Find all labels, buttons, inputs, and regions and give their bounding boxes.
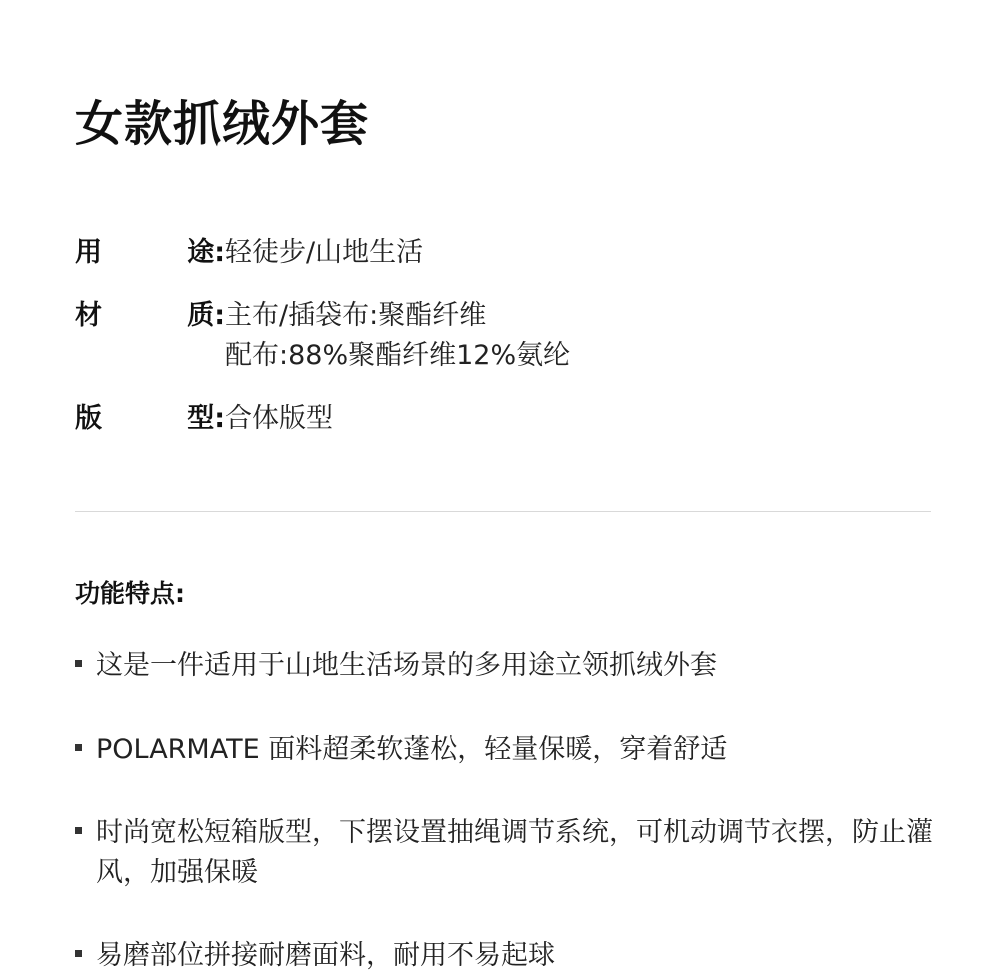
spec-label-colon: : bbox=[214, 300, 225, 331]
feature-text: 这是一件适用于山地生活场景的多用途立领抓绒外套 bbox=[96, 650, 717, 681]
square-bullet-icon bbox=[75, 950, 82, 957]
spec-label-material bbox=[75, 296, 225, 336]
feature-text: 易磨部位拼接耐磨面料，耐用不易起球 bbox=[96, 940, 555, 971]
square-bullet-icon bbox=[75, 660, 82, 667]
spec-value-usage bbox=[225, 233, 423, 273]
spec-label-char: 材 bbox=[75, 300, 102, 331]
spec-row-fit bbox=[75, 399, 935, 439]
feature-text: POLARMATE 面料超柔软蓬松，轻量保暖，穿着舒适 bbox=[96, 734, 728, 765]
feature-item bbox=[75, 936, 955, 976]
feature-list bbox=[75, 646, 955, 976]
spec-label-colon: : bbox=[214, 237, 225, 268]
spec-label-char: 型 bbox=[187, 403, 215, 434]
spec-label-char: 质 bbox=[187, 300, 215, 331]
spec-value-line: 轻徒步/山地生活 bbox=[225, 237, 424, 268]
spec-label-colon: : bbox=[214, 403, 225, 434]
spec-row-usage bbox=[75, 233, 935, 273]
spec-value-line: 主布/插袋布:聚酯纤维 bbox=[225, 300, 487, 331]
feature-text: 时尚宽松短箱版型，下摆设置抽绳调节系统，可机动调节衣摆，防止灌风，加强保暖 bbox=[96, 817, 933, 888]
square-bullet-icon bbox=[75, 827, 82, 834]
spec-label-usage bbox=[75, 233, 225, 273]
square-bullet-icon bbox=[75, 744, 82, 751]
spec-label-char: 途 bbox=[187, 237, 215, 268]
spec-label-fit bbox=[75, 399, 225, 439]
product-title: 女款抓绒外套 bbox=[75, 96, 370, 152]
feature-item bbox=[75, 813, 955, 893]
feature-item bbox=[75, 730, 955, 770]
spec-row-material bbox=[75, 296, 935, 376]
spec-value-line: 配布:88%聚酯纤维12%氨纶 bbox=[225, 340, 571, 371]
spec-value-line: 合体版型 bbox=[225, 403, 333, 434]
spec-label-char: 用 bbox=[75, 237, 102, 268]
spec-table bbox=[75, 233, 935, 462]
spec-value-fit bbox=[225, 399, 333, 439]
section-divider bbox=[75, 511, 931, 512]
feature-item bbox=[75, 646, 955, 686]
spec-label-char: 版 bbox=[75, 403, 102, 434]
spec-value-material bbox=[225, 296, 570, 376]
features-heading: 功能特点: bbox=[75, 579, 185, 608]
